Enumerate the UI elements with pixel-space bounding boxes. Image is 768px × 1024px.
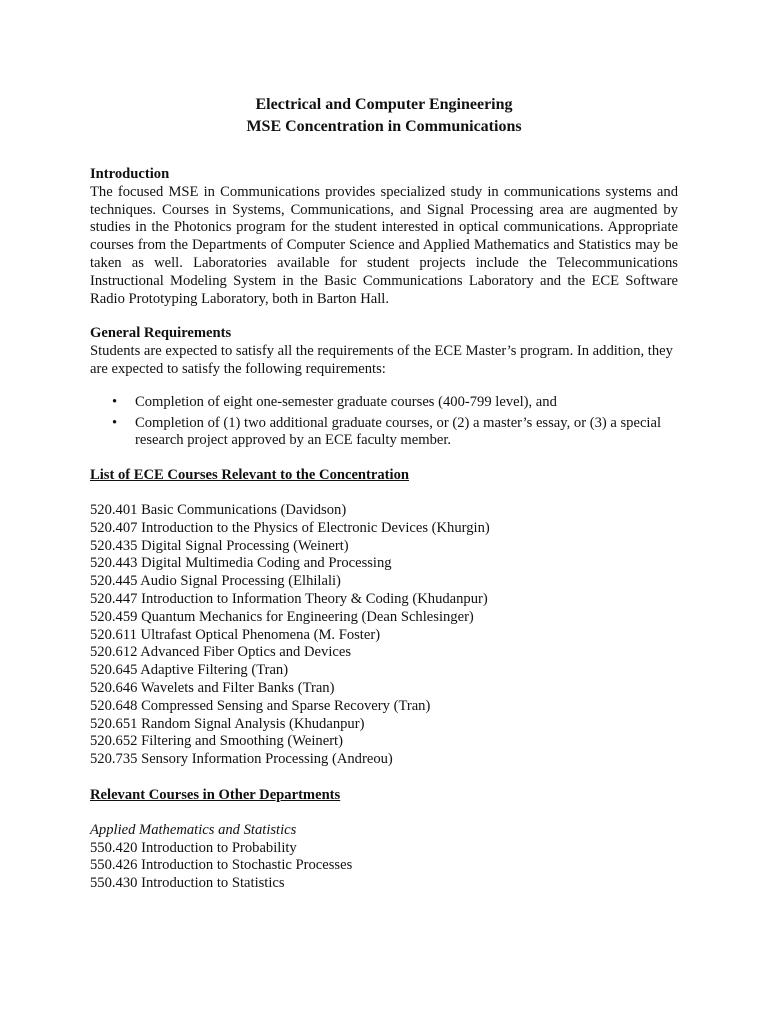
general-requirements-section [90, 325, 678, 378]
list-item: 520.645 Adaptive Filtering (Tran) [90, 662, 289, 679]
ece-course-list [90, 502, 678, 769]
list-item: 520.445 Audio Signal Processing (Elhilali) [90, 573, 341, 590]
introduction-text: The focused MSE in Communications provides specialized study in communications systems and techniques. Courses in Systems, Communications, and Signal Processing area are augmented by studies in the Photonics program for the student interested in optical communications. Appropriate courses from the Departments of Computer Science and Applied Mathematics and Statistics may be taken as well. Laboratories available for student projects include the Telecommunications Instructional Modeling System in the Basic Communications Laboratory and the ECE Software Radio Prototyping Laboratory, both in Barton Hall. [90, 183, 678, 307]
list-item: 520.407 Introduction to the Physics of Electronic Devices (Khurgin) [90, 519, 490, 536]
list-item: 520.443 Digital Multimedia Coding and Processing [90, 555, 392, 572]
list-item: 520.435 Digital Signal Processing (Weinert) [90, 537, 349, 554]
list-item: 550.420 Introduction to Probability [90, 839, 297, 856]
list-item: 520.612 Advanced Fiber Optics and Devices [90, 644, 352, 661]
list-item: 520.401 Basic Communications (Davidson) [90, 501, 347, 518]
list-item: 520.459 Quantum Mechanics for Engineering (Dean Schlesinger) [90, 608, 474, 625]
introduction-section [90, 166, 678, 308]
general-requirements-text: Students are expected to satisfy all the requirements of the ECE Master’s program. In addition, they are expected to satisfy the following requirements: [90, 343, 673, 377]
other-department-course-list [90, 840, 678, 893]
ece-courses-heading: List of ECE Courses Relevant to the Concentration [90, 467, 410, 484]
introduction-heading: Introduction [90, 166, 170, 182]
list-item: 520.651 Random Signal Analysis (Khudanpur) [90, 715, 365, 732]
bullet-text: Completion of eight one-semester graduate courses (400-799 level), and [135, 393, 557, 410]
title-line-1: Electrical and Computer Engineering [255, 96, 513, 113]
title-line-2: MSE Concentration in Communications [246, 118, 522, 135]
list-item: 520.646 Wavelets and Filter Banks (Tran) [90, 679, 335, 696]
document-title [90, 94, 678, 138]
list-item: 550.430 Introduction to Statistics [90, 875, 285, 892]
bullet-text: Completion of (1) two additional graduate courses, or (2) a master’s essay, or (3) a special research project approved by an ECE faculty member. [135, 414, 662, 449]
other-departments-heading: Relevant Courses in Other Departments [90, 786, 341, 803]
requirements-bullet-list [90, 394, 678, 450]
list-item: 550.426 Introduction to Stochastic Processes [90, 857, 353, 874]
list-item: 520.652 Filtering and Smoothing (Weinert) [90, 733, 343, 750]
bullet-icon: • [112, 393, 118, 410]
list-item [90, 394, 678, 412]
bullet-icon: • [112, 414, 118, 431]
list-item [90, 415, 678, 451]
general-requirements-heading: General Requirements [90, 325, 232, 342]
list-item: 520.447 Introduction to Information Theory & Coding (Khudanpur) [90, 590, 488, 607]
list-item: 520.611 Ultrafast Optical Phenomena (M. Foster) [90, 626, 381, 643]
list-item: 520.648 Compressed Sensing and Sparse Recovery (Tran) [90, 697, 431, 714]
department-subheading: Applied Mathematics and Statistics [90, 821, 297, 838]
list-item: 520.735 Sensory Information Processing (Andreou) [90, 751, 393, 768]
